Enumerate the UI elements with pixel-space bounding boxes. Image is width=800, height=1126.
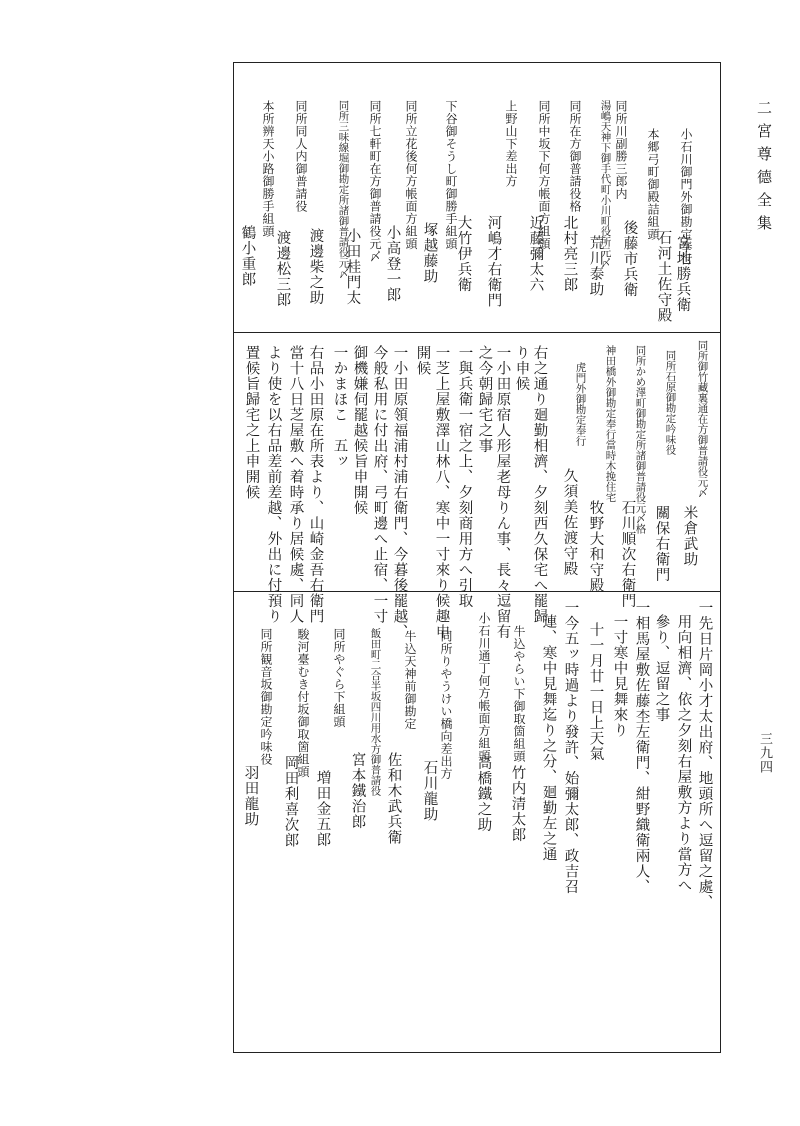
body-text-line: 一かまほこ 五ッ (331, 345, 348, 469)
entry-name: 石河土佐守殿 (655, 230, 672, 323)
body-text-line: 用向相濟、依之夕刻右屋敷方より當方へ (675, 614, 692, 893)
body-text-line: 一相馬屋敷佐藤杢左衛門、紺野織衛兩人、 (633, 600, 650, 895)
entry-title: 同所中坂下何方帳面方組頭 (537, 100, 551, 250)
body-text-line: 一今五ッ時過より發許、始彌太郎、政吉召 (562, 600, 579, 895)
entry-title: 牛込やらい下御取箇組頭 (512, 625, 526, 763)
entry-title: 同所川副勝三郎内 (614, 100, 628, 200)
body-text-line: り申候 (513, 345, 530, 392)
entry-title: 本郷弓町御殿詰組頭 (646, 128, 660, 241)
entry-title: 同所観音坂御勘定吟味役 (259, 628, 273, 766)
entry-title: 同所やぐら下組頭 (332, 628, 346, 728)
entry-name: 荒川泰助 (587, 235, 604, 297)
entry-name: 竹内清太郎 (509, 765, 526, 843)
body-text-line: 一小田原領福浦村浦右衛門、今暮後罷越、 (391, 345, 408, 640)
entry-name: 北村亮三郎 (561, 215, 578, 293)
body-text-line: 一寸寒中見舞來り (611, 614, 628, 738)
entry-name: 宮本鐵治郎 (349, 752, 366, 830)
entry-name: 佐和木武兵衛 (385, 752, 402, 845)
entry-title: 同所七軒町在方御普請役元〆 (368, 100, 382, 263)
entry-title: 同所りやうけい橋向差出方 (439, 630, 453, 780)
entry-title: 同所同人内御普請役 (294, 100, 308, 213)
body-text-line: 開候 (414, 345, 431, 376)
body-text-line: 連、寒中見舞迄り之分、廻勤左之通 (540, 614, 557, 862)
body-text-line: 當十八日芝屋敷へ着時承り居候處、同人 (287, 345, 304, 624)
body-text-line: より使を以右品差前差越、外出に付預り (265, 345, 282, 624)
body-text-line: 之今朝歸宅之事 (476, 345, 493, 454)
entry-title: 本所辨天小路御勝手組頭 (261, 100, 275, 238)
entry-title: 飯田町二合半坂四川用水方御普請役 (369, 628, 382, 796)
entry-name: 久須美佐渡守殿 (561, 468, 578, 577)
body-text-line: 今般私用に付出府、弓町邊へ止宿、一寸 (371, 345, 388, 624)
body-text-line: 置候旨歸宅之上申開候 (243, 345, 260, 500)
date-heading: 十一月廿一日上天氣 (587, 622, 604, 762)
entry-title: 同所御竹藏裏通在方御普請役元〆 (696, 340, 709, 498)
entry-name: 高橋鐵之助 (475, 755, 492, 833)
entry-title: 下谷御そうし町御勝手組頭 (444, 100, 458, 250)
body-text-line: 右品小田原在所表より、山崎金吾右衛門 (307, 345, 324, 624)
section-divider (234, 591, 720, 592)
entry-title: 駿河臺むき付坂御取箇組頭 (296, 628, 310, 778)
body-text-line: 參り、逗留之事 (653, 614, 670, 723)
entry-name: 河嶋才右衛門 (485, 215, 502, 308)
body-text-line: 一先日片岡小才太出府、地頭所へ逗留之處、 (696, 600, 713, 910)
body-text-line: 一小田原宿人形屋老母りん事、長々逗留有 (494, 345, 511, 640)
page-number: 三九四 (757, 732, 772, 774)
entry-title: 神田橋外御勘定奉行當時木挽住宅 (604, 345, 617, 503)
entry-title: 湯嶋天神下御手代町小川町役所元〆 (599, 100, 612, 268)
entry-name: 宮地勝兵衛 (674, 235, 691, 313)
entry-title: 虎門外御勘定奉行 (574, 362, 587, 446)
entry-name: 近藤彌太六 (527, 215, 544, 293)
body-text-line: 御機嫌伺罷越候旨申開候 (351, 345, 368, 516)
body-text-line: 一芝上屋敷澤山林八、寒中一寸來り候趣申 (433, 345, 450, 640)
entry-name: 小高登一郎 (384, 225, 401, 303)
entry-title: 上野山下差出方 (504, 100, 518, 188)
entry-name: 増田金五郎 (314, 770, 331, 848)
entry-name: 石川順次右衛門 (619, 500, 636, 609)
entry-name: 關保右衛門 (653, 505, 670, 583)
entry-title: 同所三味線堀御勘定所諸御普請役元〆 (337, 100, 350, 279)
entry-name: 石川龍助 (421, 760, 438, 822)
entry-title: 同所石原御勘定吟味役 (664, 350, 677, 455)
entry-name: 羽田龍助 (242, 765, 259, 827)
page-header-title: 二宮尊德全集 (755, 100, 773, 238)
entry-title: 小石川通丁何方帳面方組頭 (477, 612, 491, 762)
entry-name: 牧野大和守殿 (587, 500, 604, 593)
entry-name: 岡田利喜次郎 (282, 755, 299, 848)
entry-title: 牛込天神前御勘定 (403, 630, 417, 730)
entry-name: 塚越藤助 (421, 222, 438, 284)
entry-name: 後藤市兵衛 (621, 220, 638, 298)
entry-name: 渡邊松三郎 (274, 230, 291, 308)
entry-title: 同所立花後何方帳面方組頭 (404, 100, 418, 250)
entry-name: 渡邊柴之助 (307, 228, 324, 306)
entry-name: 米倉武助 (681, 505, 698, 567)
section-divider (234, 332, 720, 333)
entry-name: 大竹伊兵衛 (455, 215, 472, 293)
body-text-line: 一與兵衛一宿之上、夕刻商用方へ引取 (456, 345, 473, 609)
entry-title: 同所在方御普請役格 (568, 100, 582, 213)
entry-title: 同所かめ澤町御勘定所諸御普請役元〆格 (634, 345, 647, 534)
entry-name: 鶴小重郎 (239, 225, 256, 287)
entry-name: 小田桂門太 (344, 228, 361, 306)
entry-title: 小石川御門外御勘定奉行 (679, 128, 693, 266)
body-text-line: 右之通り廻勤相濟、夕刻西久保宅へ罷歸 (531, 345, 548, 624)
